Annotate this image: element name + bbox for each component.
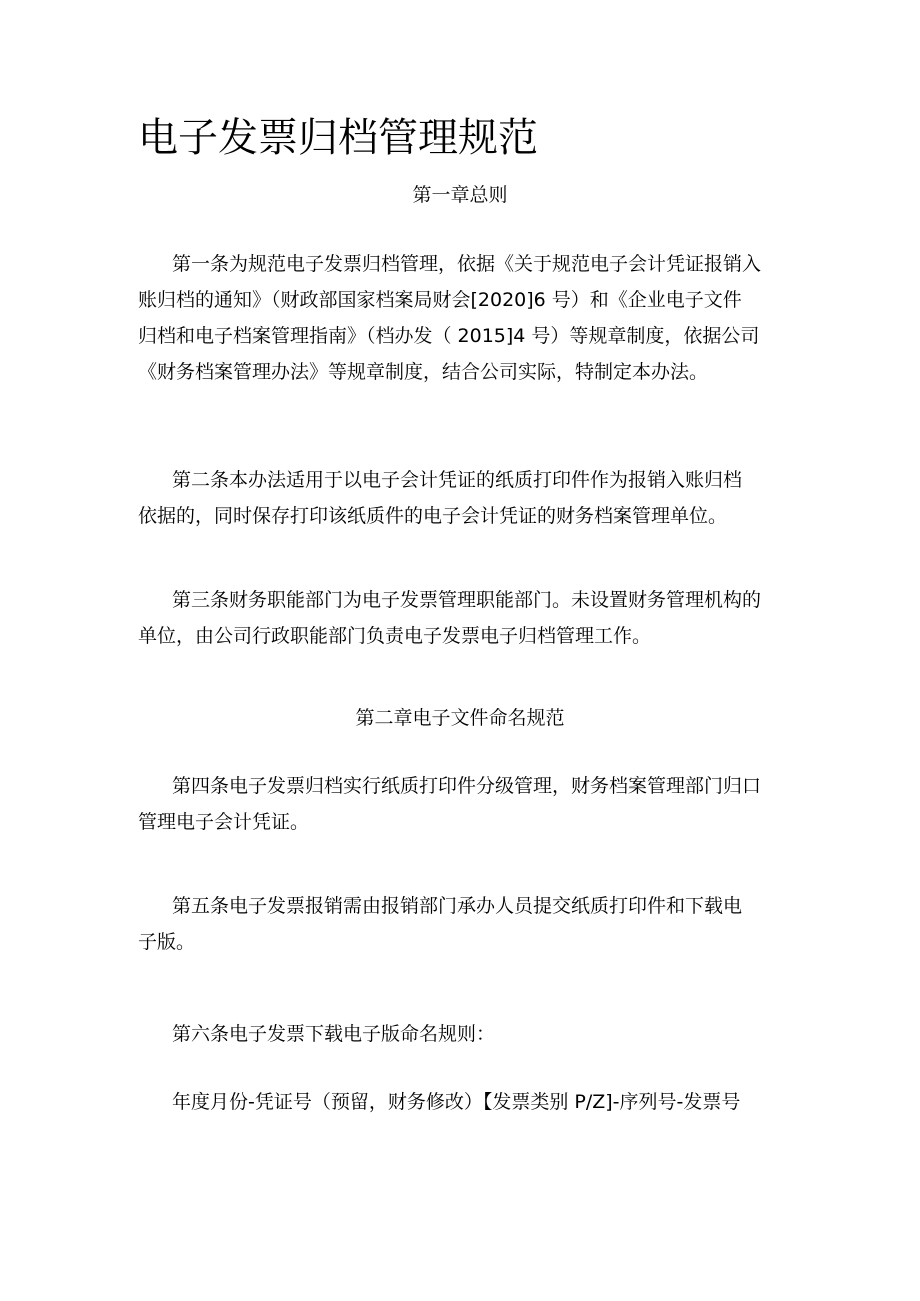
article-5	[138, 888, 798, 960]
article-line: 子版。	[138, 931, 196, 953]
chapter-heading-1: 第一章总则	[412, 184, 508, 206]
article-line: 第一条为规范电子发票归档管理，依据《关于规范电子会计凭证报销入	[172, 253, 762, 275]
article-2	[138, 462, 798, 534]
article-3	[138, 582, 798, 654]
article-line: 归档和电子档案管理指南》（档办发（ 2015]4 号）等规章制度，依据公司	[138, 325, 760, 347]
article-line: 第四条电子发票归档实行纸质打印件分级管理，财务档案管理部门归口	[172, 775, 762, 797]
article-line: 管理电子会计凭证。	[138, 811, 310, 833]
article-line: 第二条本办法适用于以电子会计凭证的纸质打印件作为报销入账归档	[172, 469, 743, 491]
chapter-heading-2: 第二章电子文件命名规范	[355, 707, 565, 729]
article-line: 年度月份-凭证号（预留，财务修改）【发票类别 P/Z]-序列号-发票号	[172, 1091, 741, 1113]
article-line: 第三条财务职能部门为电子发票管理职能部门。未设置财务管理机构的	[172, 589, 762, 611]
article-line: 第六条电子发票下载电子版命名规则：	[172, 1023, 496, 1045]
article-6	[138, 1016, 798, 1052]
article-line: 账归档的通知》（财政部国家档案局财会[2020]6 号）和《企业电子文件	[138, 289, 742, 311]
naming-rule	[138, 1084, 798, 1120]
article-line: 依据的，同时保存打印该纸质件的电子会计凭证的财务档案管理单位。	[138, 505, 728, 527]
article-line: 《财务档案管理办法》等规章制度，结合公司实际，特制定本办法。	[138, 361, 709, 383]
article-1	[138, 246, 798, 390]
article-line: 单位，由公司行政职能部门负责电子发票电子归档管理工作。	[138, 625, 652, 647]
article-line: 第五条电子发票报销需由报销部门承办人员提交纸质打印件和下载电	[172, 895, 743, 917]
document-title: 电子发票归档管理规范	[138, 115, 538, 161]
article-4	[138, 768, 798, 840]
